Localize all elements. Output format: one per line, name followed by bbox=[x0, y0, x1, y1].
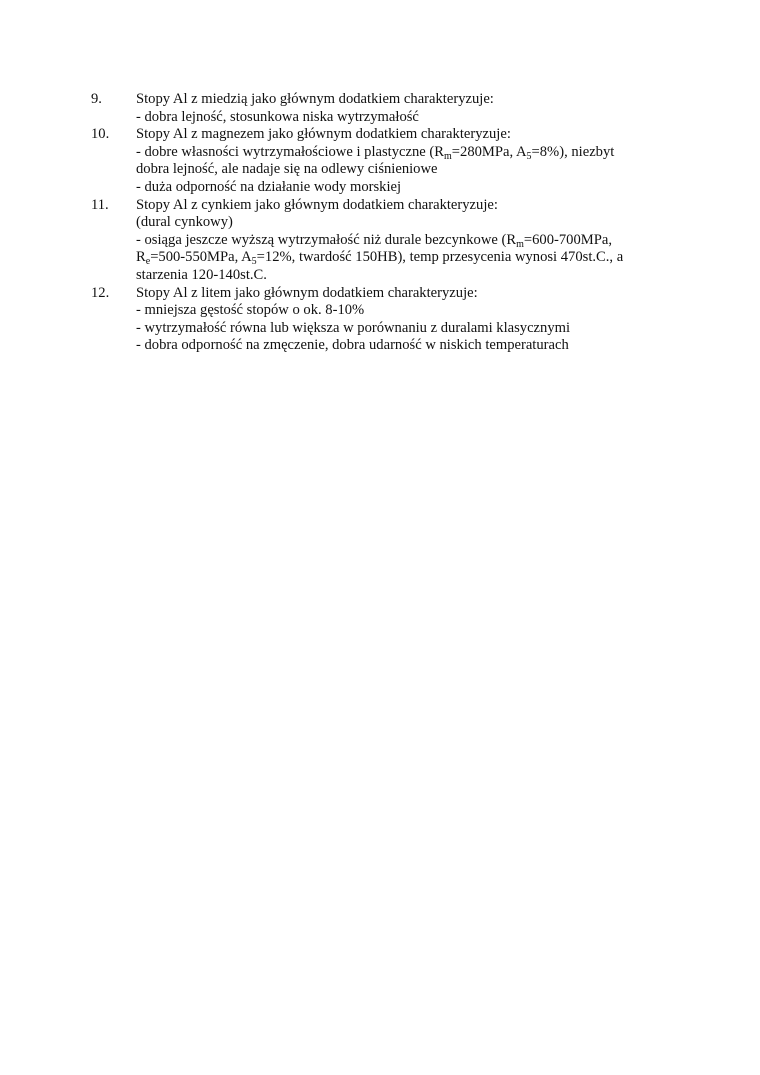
item-heading: Stopy Al z miedzią jako głównym dodatkiem charakteryzuje: bbox=[136, 91, 494, 107]
item-heading: Stopy Al z magnezem jako głównym dodatkiem charakteryzuje: bbox=[136, 126, 511, 143]
item-number: 9. bbox=[91, 91, 102, 107]
item-line-text: starzenia 120-140st.C. bbox=[136, 266, 267, 283]
item-line-text: - duża odporność na działanie wody morskiej bbox=[136, 178, 402, 195]
item-heading-row bbox=[91, 197, 671, 215]
item-line-text: dobra lejność, ale nadaje się na odlewy ciśnieniowe bbox=[136, 161, 438, 178]
item-line-text: - dobra odporność na zmęczenie, dobra udarność w niskich temperaturach bbox=[136, 337, 569, 354]
item-heading-row bbox=[91, 91, 671, 109]
item-heading-row bbox=[91, 126, 671, 144]
list-item-9 bbox=[91, 91, 671, 126]
item-number: 12. bbox=[91, 284, 110, 301]
subscript: 5 bbox=[251, 256, 257, 268]
item-number: 10. bbox=[91, 126, 110, 143]
subscript: 5 bbox=[526, 150, 532, 162]
subscript: e bbox=[145, 256, 151, 268]
list-item-10 bbox=[91, 126, 671, 196]
item-line-text: - dobre własności wytrzymałościowe i plastyczne ($R_m=280MPa$, $A_5=8\%$), niezbyt bbox=[136, 143, 615, 162]
item-heading-row bbox=[91, 285, 671, 303]
subscript: m bbox=[516, 238, 524, 250]
item-line-text: $R_e=500-550MPa$, $A_5=12\%$, twardość 150HB), temp przesycenia wynosi 470st.C., a bbox=[136, 249, 624, 268]
item-line bbox=[91, 179, 671, 197]
item-line bbox=[91, 302, 671, 320]
item-line bbox=[91, 249, 671, 267]
subscript: m bbox=[444, 150, 452, 162]
list-item-11 bbox=[91, 197, 671, 285]
item-line-text: - wytrzymałość równa lub większa w porównaniu z duralami klasycznymi bbox=[136, 319, 571, 336]
list-item-12 bbox=[91, 285, 671, 355]
item-line-text: - mniejsza gęstość stopów o ok. 8-10% bbox=[136, 302, 365, 319]
item-line bbox=[91, 161, 671, 179]
item-line bbox=[91, 232, 671, 250]
item-heading: Stopy Al z litem jako głównym dodatkiem charakteryzuje: bbox=[136, 284, 478, 301]
item-line bbox=[91, 214, 671, 232]
item-line bbox=[91, 337, 671, 355]
document-content bbox=[91, 91, 671, 355]
item-heading: Stopy Al z cynkiem jako głównym dodatkiem charakteryzuje: bbox=[136, 196, 498, 213]
item-line-text: - osiąga jeszcze wyższą wytrzymałość niż durale bezcynkowe ($R_m=600-700MPa$, bbox=[136, 231, 612, 250]
item-line bbox=[91, 109, 671, 127]
item-line-text: - dobra lejność, stosunkowa niska wytrzymałość bbox=[136, 108, 419, 125]
item-line bbox=[91, 144, 671, 162]
item-line bbox=[91, 320, 671, 338]
item-line bbox=[91, 267, 671, 285]
item-number: 11. bbox=[91, 196, 109, 213]
item-line-text: (dural cynkowy) bbox=[136, 214, 233, 231]
